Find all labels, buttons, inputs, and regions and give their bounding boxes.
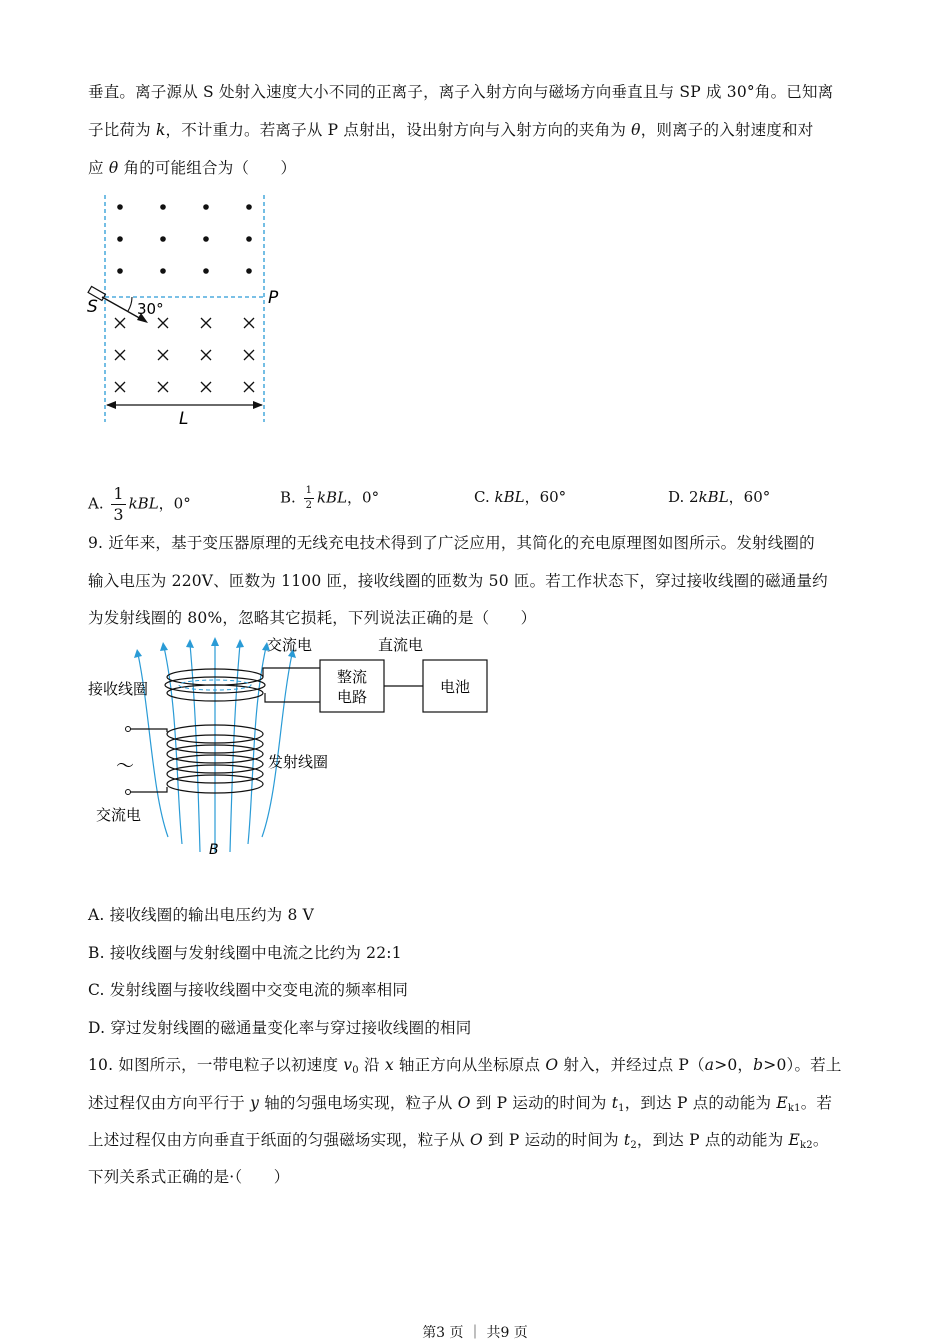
expression: kBL	[698, 488, 729, 506]
arrow-head-icon	[236, 639, 244, 648]
wire	[265, 693, 320, 702]
angle-value: ，0°	[158, 494, 191, 513]
q10-line-1	[88, 1053, 842, 1076]
var-O: O	[469, 1131, 483, 1149]
field-dot	[203, 236, 209, 242]
arrow-head-icon	[106, 401, 116, 409]
text-run: >0）。若上	[763, 1056, 842, 1074]
q10-line-2	[88, 1091, 832, 1114]
text-run: 。	[812, 1131, 829, 1149]
field-line	[262, 654, 292, 837]
subscript: 2	[630, 1140, 637, 1151]
option-8b[interactable]	[280, 486, 379, 511]
text-run: ，不计重力。若离子从 P 点射出，设出射方向与入射方向的夹角为	[165, 121, 632, 139]
text-run: 述过程仅由方向平行于	[88, 1094, 251, 1112]
field-cross	[158, 382, 168, 392]
label-ac-bottom: 交流电	[96, 806, 142, 824]
field-cross	[244, 350, 254, 360]
field-dot	[203, 204, 209, 210]
arrow-head-icon	[211, 637, 219, 646]
text-run: ，到达 P 点的动能为	[624, 1094, 777, 1112]
label-rectifier-2: 电路	[337, 688, 368, 706]
text-run: 上述过程仅由方向垂直于纸面的匀强磁场实现，粒子从	[88, 1131, 470, 1149]
var-k: k	[155, 121, 166, 139]
text-run: 轴正方向从坐标原点	[393, 1056, 546, 1074]
arrow-head-icon	[160, 642, 168, 651]
q9-line-3: 为发射线圈的 80%，忽略其它损耗，下列说法正确的是（ ）	[88, 609, 537, 627]
text-run: 到 P 运动的时间为	[470, 1094, 612, 1112]
field-cross	[244, 318, 254, 328]
text-run: 射入，并经过点 P（	[558, 1056, 705, 1074]
field-cross	[244, 382, 254, 392]
text-run: ，则离子的入射速度和对	[640, 121, 814, 139]
q9-line-2: 输入电压为 220V、匝数为 1100 匝，接收线圈的匝数为 50 匝。若工作状态下，穿过接收线圈的磁通量约	[88, 572, 828, 590]
field-line	[230, 644, 240, 852]
field-out-dots	[117, 204, 252, 274]
text-run: 到 P 运动的时间为	[482, 1131, 624, 1149]
expression: kBL	[494, 488, 525, 506]
field-dot	[203, 268, 209, 274]
text-run: 角的可能组合为（ ）	[118, 159, 297, 177]
angle-value: ，60°	[728, 488, 771, 506]
var-y: y	[250, 1094, 260, 1112]
subscript: 1	[618, 1103, 625, 1114]
var-theta: θ	[631, 121, 641, 139]
var-E: E	[788, 1131, 801, 1149]
field-cross	[115, 382, 125, 392]
label-P: P	[268, 288, 279, 308]
field-cross	[158, 318, 168, 328]
text-run: 。若	[800, 1094, 833, 1112]
field-dot	[160, 236, 166, 242]
option-letter: D.	[668, 488, 685, 506]
arrow-head-icon	[186, 639, 194, 648]
field-line	[190, 644, 200, 852]
arrow-head-icon	[134, 649, 142, 658]
field-cross	[201, 318, 211, 328]
arrow-head-icon	[253, 401, 263, 409]
option-9b[interactable]: B. 接收线圈与发射线圈中电流之比约为 22:1	[88, 944, 402, 962]
text-run: 10. 如图所示，一带电粒子以初速度	[88, 1056, 344, 1074]
fraction	[304, 486, 314, 511]
q10-line-3	[88, 1128, 829, 1151]
option-letter: C.	[474, 488, 490, 506]
angle-value: ，0°	[347, 488, 380, 507]
angle-arc	[128, 297, 132, 311]
magnetic-field-figure	[80, 190, 300, 435]
text-run: ，到达 P 点的动能为	[636, 1131, 789, 1149]
subscript: 0	[352, 1065, 359, 1076]
wire	[263, 668, 320, 677]
expression: kBL	[128, 494, 159, 513]
wire	[128, 787, 167, 792]
var-t: t	[623, 1131, 631, 1149]
expression: kBL	[316, 488, 348, 507]
terminal	[126, 790, 131, 795]
field-dot	[117, 236, 123, 242]
option-9d[interactable]: D. 穿过发射线圈的磁通量变化率与穿过接收线圈的相同	[88, 1019, 472, 1037]
option-9c[interactable]: C. 发射线圈与接收线圈中交变电流的频率相同	[88, 981, 409, 999]
field-cross	[115, 318, 125, 328]
q8-line-1: 垂直。离子源从 S 处射入速度大小不同的正离子，离子入射方向与磁场方向垂直且与 SP 成 30°角。已知离	[88, 83, 834, 101]
field-dot	[160, 204, 166, 210]
text-run: 子比荷为	[88, 121, 156, 139]
field-dot	[246, 204, 252, 210]
subscript: k1	[787, 1103, 801, 1114]
field-in-crosses	[115, 318, 254, 392]
var-a: a	[704, 1056, 715, 1074]
option-8a[interactable]	[88, 486, 191, 523]
text-run: 轴的匀强电场实现，粒子从	[259, 1094, 458, 1112]
label-angle: 30°	[137, 300, 164, 318]
var-theta: θ	[108, 159, 119, 177]
field-cross	[201, 382, 211, 392]
var-b: b	[753, 1056, 764, 1074]
label-field-B: B	[209, 842, 219, 858]
label-emit-coil: 发射线圈	[268, 753, 329, 771]
field-cross	[115, 350, 125, 360]
field-cross	[158, 350, 168, 360]
field-dot	[117, 268, 123, 274]
angle-value: ，60°	[524, 488, 567, 506]
option-letter: A.	[88, 494, 104, 513]
text-run: 应	[88, 159, 109, 177]
label-receive-coil: 接收线圈	[88, 680, 149, 698]
wire	[128, 729, 167, 732]
label-S: S	[87, 297, 98, 317]
var-v: v	[343, 1056, 353, 1074]
var-O: O	[457, 1094, 471, 1112]
label-ac-top: 交流电	[267, 636, 313, 654]
var-t: t	[611, 1094, 619, 1112]
numerator: 1	[113, 484, 124, 503]
field-dot	[117, 204, 123, 210]
text-run: 沿	[358, 1056, 385, 1074]
wireless-charging-figure	[80, 632, 500, 860]
coefficient: 2	[689, 488, 699, 506]
label-L: L	[179, 409, 189, 429]
terminal	[126, 727, 131, 732]
text-run: >0，	[714, 1056, 754, 1074]
q8-line-2	[88, 118, 813, 140]
subscript: k2	[800, 1140, 813, 1151]
magnetic-field-lines	[138, 642, 292, 852]
denominator: 2	[305, 500, 312, 511]
ac-source-icon: ～	[116, 756, 134, 777]
option-8d[interactable]	[668, 486, 770, 507]
option-9a[interactable]: A. 接收线圈的输出电压约为 8 V	[88, 906, 315, 924]
q9-line-1: 9. 近年来，基于变压器原理的无线充电技术得到了广泛应用，其简化的充电原理图如图所示。发射线圈的	[88, 534, 815, 552]
fraction	[111, 486, 125, 523]
option-letter: B.	[280, 488, 296, 507]
label-battery: 电池	[440, 678, 471, 696]
q8-line-3	[88, 156, 296, 178]
var-x: x	[384, 1056, 394, 1074]
denominator: 3	[113, 505, 124, 524]
page-footer: 第3 页 ｜ 共9 页	[422, 1325, 528, 1341]
var-O: O	[545, 1056, 559, 1074]
var-E: E	[776, 1094, 788, 1112]
field-dot	[160, 268, 166, 274]
numerator: 1	[304, 486, 314, 499]
field-dot	[246, 268, 252, 274]
label-rectifier-1: 整流	[337, 668, 368, 686]
option-8c[interactable]	[474, 486, 566, 507]
q10-line-4: 下列关系式正确的是·（ ）	[88, 1168, 290, 1186]
field-cross	[201, 350, 211, 360]
label-dc-top: 直流电	[378, 636, 424, 654]
field-dot	[246, 236, 252, 242]
